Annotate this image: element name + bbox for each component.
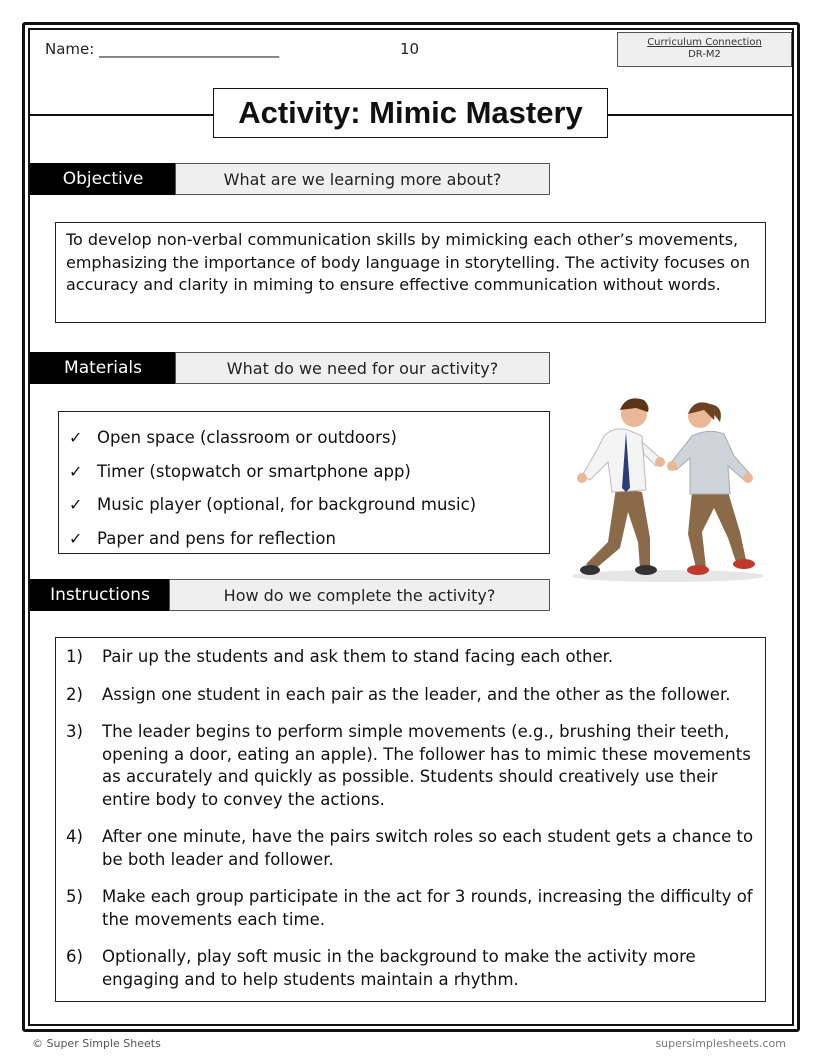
website-link[interactable]: supersimplesheets.com	[655, 1037, 786, 1050]
check-icon: ✓	[69, 428, 83, 448]
copyright-text: © Super Simple Sheets	[32, 1037, 161, 1050]
materials-tag: Materials	[30, 352, 176, 384]
curriculum-code: DR-M2	[688, 49, 721, 60]
instructions-list	[55, 637, 766, 1002]
list-item: 4) After one minute, have the pairs switch roles so each student gets a chance to be both leader and follower.	[66, 827, 754, 869]
curriculum-connection-box	[617, 32, 792, 67]
objective-tag: Objective	[30, 163, 176, 195]
instructions-question: How do we complete the activity?	[169, 579, 550, 611]
check-icon: ✓	[69, 461, 83, 481]
list-item: 6) Optionally, play soft music in the background to make the activity more engaging and to help students maintain a rhythm.	[66, 947, 696, 989]
list-item: 2) Assign one student in each pair as the leader, and the other as the follower.	[66, 684, 731, 704]
check-icon: ✓	[69, 495, 83, 515]
page-title: Activity: Mimic Mastery	[213, 88, 608, 138]
objective-question: What are we learning more about?	[175, 163, 550, 195]
materials-question: What do we need for our activity?	[175, 352, 550, 384]
list-item: 5) Make each group participate in the act for 3 rounds, increasing the difficulty of the movements each time.	[66, 887, 753, 929]
girl-figure	[667, 402, 755, 575]
materials-list	[58, 411, 550, 554]
list-item: ✓ Music player (optional, for background music)	[69, 495, 477, 515]
boy-figure	[577, 398, 665, 575]
children-mimicking-illustration	[568, 392, 766, 590]
list-item: ✓ Paper and pens for reflection	[69, 528, 336, 548]
name-field[interactable]: Name: ________________________	[45, 40, 280, 58]
check-icon: ✓	[69, 528, 83, 548]
page-number: 10	[400, 40, 420, 58]
list-item: ✓ Open space (classroom or outdoors)	[69, 428, 397, 448]
curriculum-connection-title: Curriculum Connection	[647, 37, 762, 48]
list-item: ✓ Timer (stopwatch or smartphone app)	[69, 461, 411, 481]
objective-text: To develop non-verbal communication skills by mimicking each other’s movements, emphasizing the importance of body language in storytelling. The activity focuses on accuracy and clarity in miming to ensure effective communication without words.	[55, 222, 766, 323]
list-item: 3) The leader begins to perform simple movements (e.g., brushing their teeth, opening a door, eating an apple). The follower has to mimic these movements as accurately and quickly as possible. Students should creatively use their entire body to convey the actions.	[66, 722, 751, 809]
instructions-tag: Instructions	[30, 579, 170, 611]
list-item: 1) Pair up the students and ask them to stand facing each other.	[66, 647, 614, 666]
